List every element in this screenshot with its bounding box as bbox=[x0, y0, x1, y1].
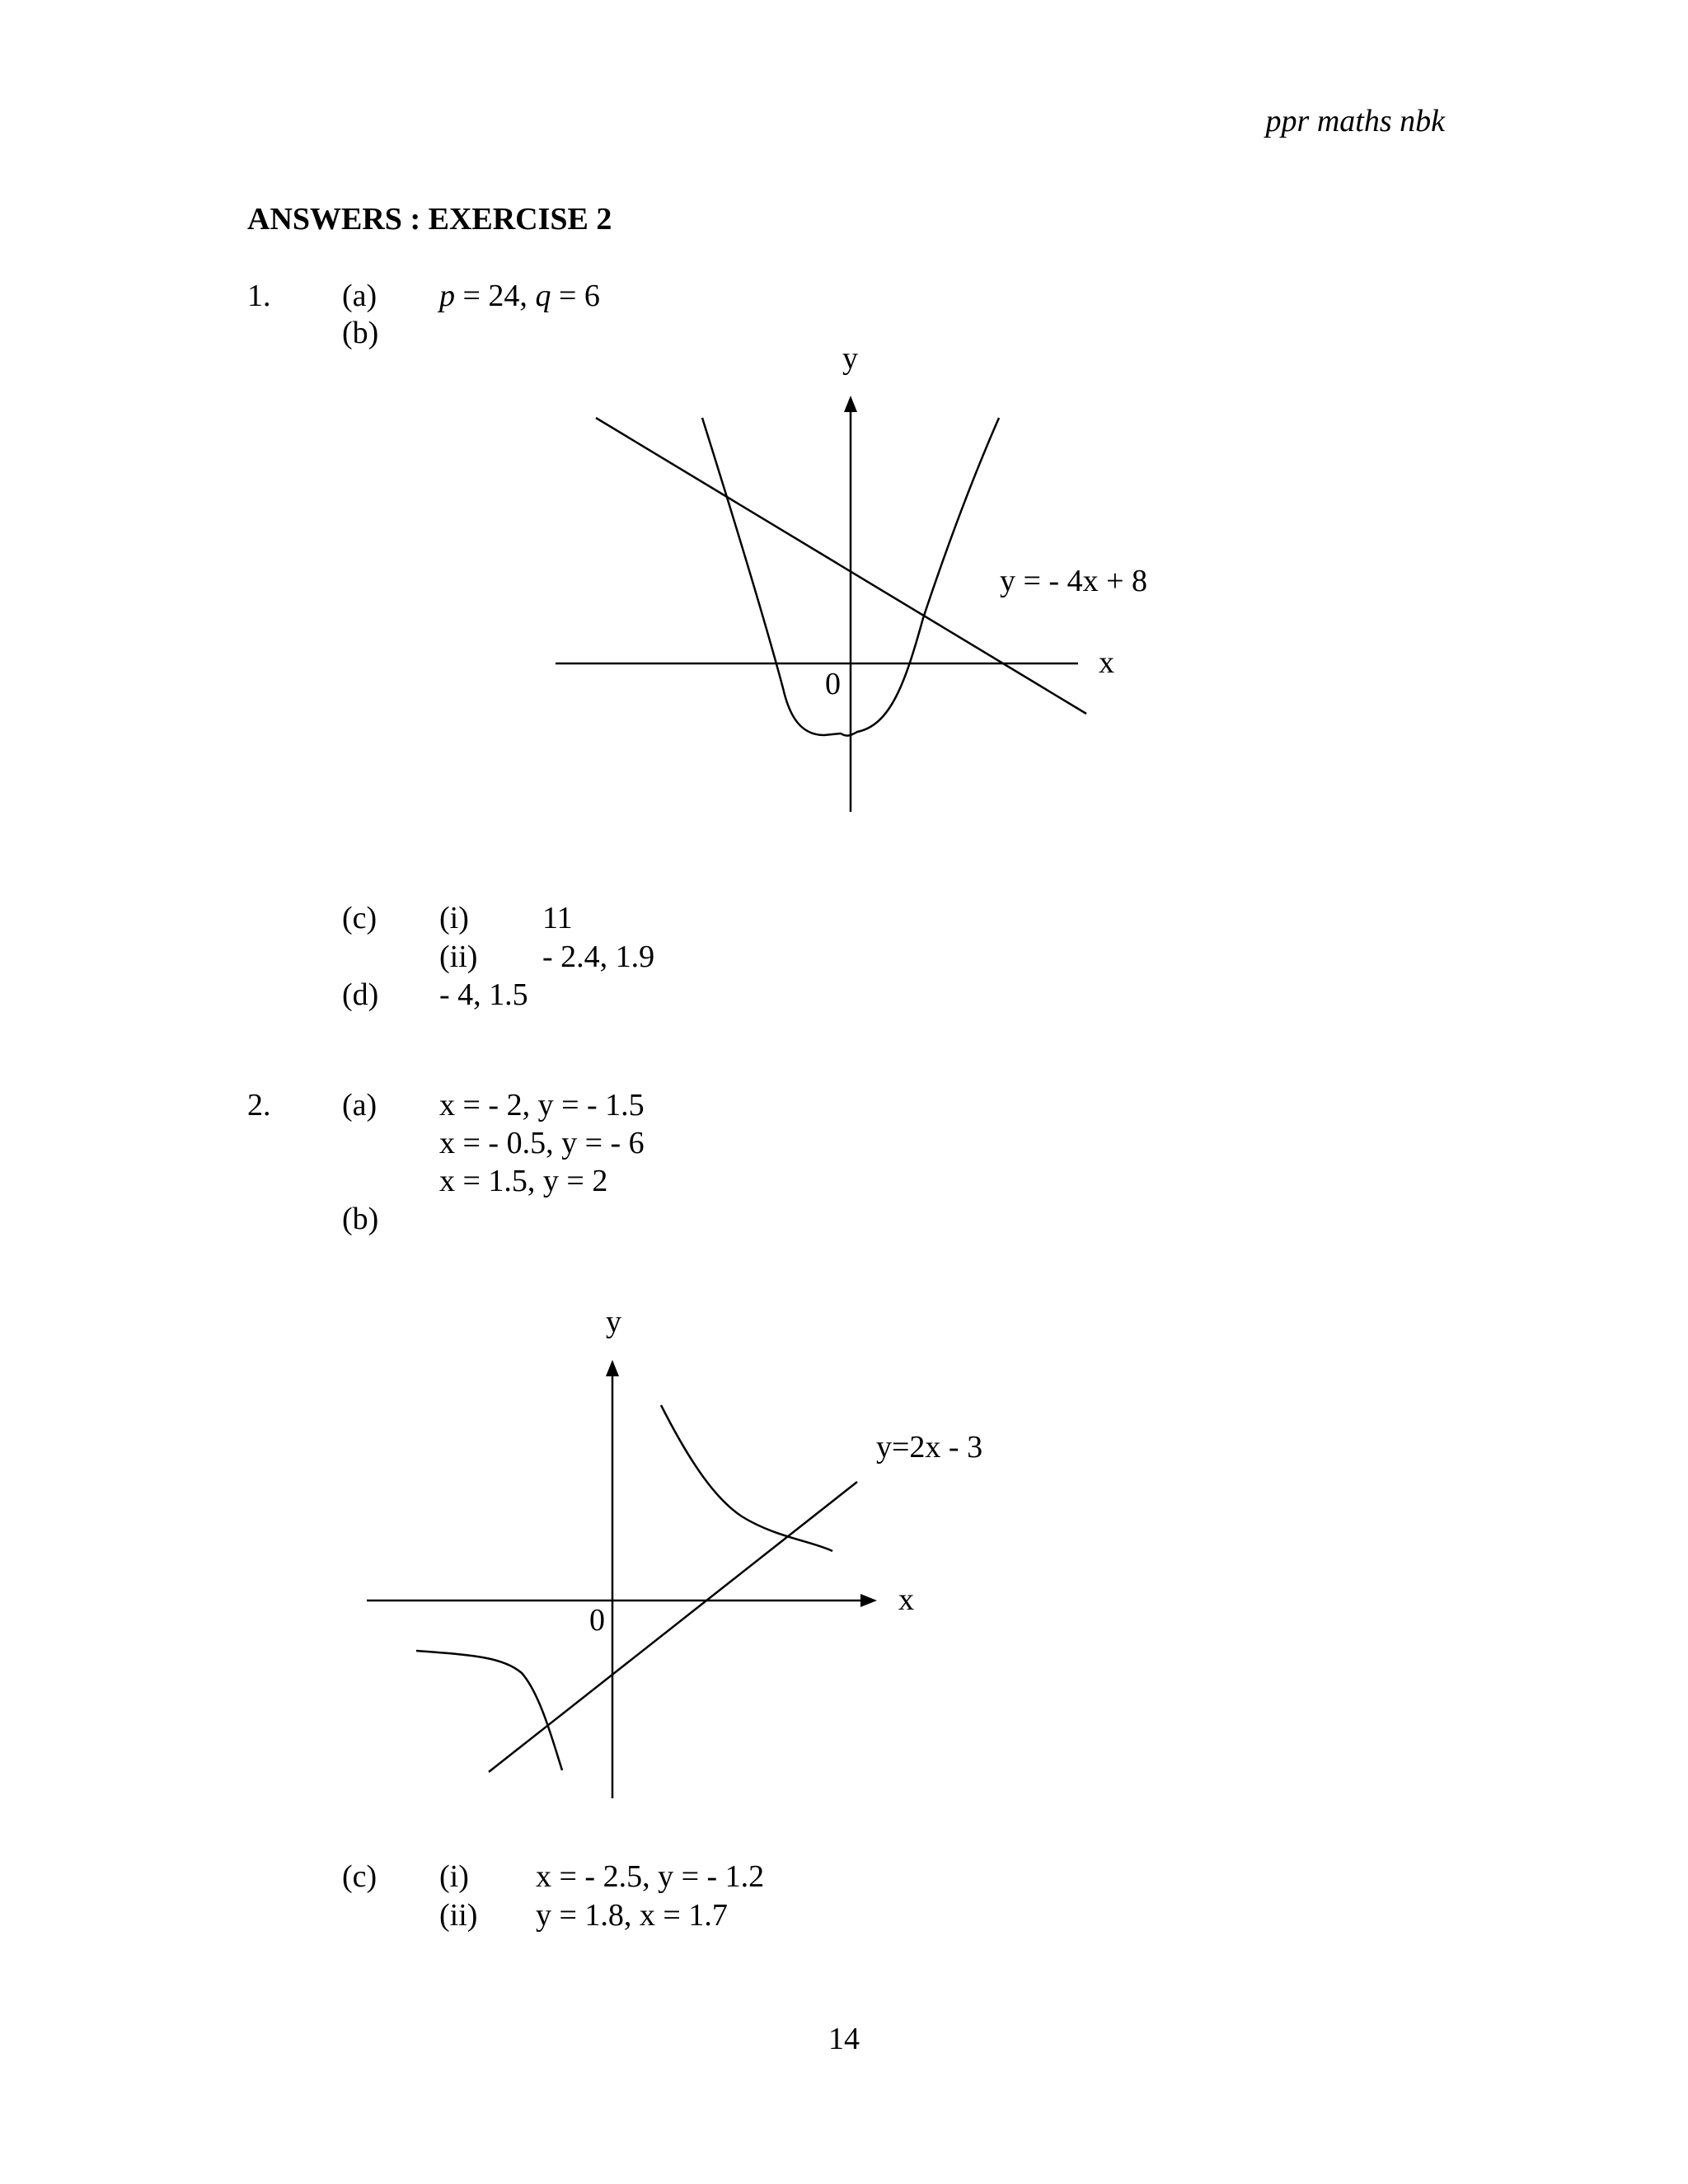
q2-y-axis-label: y bbox=[606, 1305, 621, 1339]
question-2-number: 2. bbox=[247, 1088, 271, 1122]
q1-x-axis-label: x bbox=[1099, 645, 1114, 680]
q2-x-arrow-icon bbox=[860, 1594, 877, 1607]
q2-part-a-label: (a) bbox=[342, 1088, 377, 1122]
q2-c-i-answer: x = - 2.5, y = - 1.2 bbox=[536, 1859, 765, 1894]
q1-c-ii-label: (ii) bbox=[439, 940, 478, 974]
q1-y-axis-label: y bbox=[842, 341, 858, 376]
q2-a-answer-2: x = - 0.5, y = - 6 bbox=[439, 1126, 645, 1160]
q2-hyperbola-upper-branch bbox=[661, 1405, 832, 1551]
q1-part-b-label: (b) bbox=[342, 316, 379, 350]
q2-origin-label: 0 bbox=[589, 1603, 605, 1638]
q2-a-answer-1: x = - 2, y = - 1.5 bbox=[439, 1088, 645, 1122]
q1-part-c-label: (c) bbox=[342, 901, 377, 935]
page-number: 14 bbox=[828, 2022, 860, 2056]
q1-a-mid: = 24, bbox=[455, 279, 536, 313]
q1-a-p: p bbox=[439, 279, 455, 313]
q2-c-ii-answer: y = 1.8, x = 1.7 bbox=[536, 1898, 728, 1933]
q2-c-i-label: (i) bbox=[439, 1859, 469, 1894]
q1-part-a-label: (a) bbox=[342, 279, 377, 313]
question-1-number: 1. bbox=[247, 279, 271, 313]
q2-line-label: y=2x - 3 bbox=[876, 1430, 983, 1465]
q1-line-label: y = - 4x + 8 bbox=[1000, 564, 1148, 598]
q1-a-q: q bbox=[535, 279, 551, 313]
q2-part-b-label: (b) bbox=[342, 1202, 379, 1236]
q2-hyperbola-lower-branch bbox=[416, 1651, 562, 1770]
q1-c-ii-answer: - 2.4, 1.9 bbox=[542, 940, 655, 974]
q1-c-i-label: (i) bbox=[439, 901, 469, 935]
page-title: ANSWERS : EXERCISE 2 bbox=[247, 202, 612, 237]
q2-x-axis-label: x bbox=[898, 1582, 914, 1617]
q1-y-arrow-icon bbox=[844, 396, 857, 412]
q1-graph bbox=[556, 396, 1086, 812]
q1-d-answer: - 4, 1.5 bbox=[439, 977, 528, 1012]
q2-part-c-label: (c) bbox=[342, 1859, 377, 1894]
q2-graph bbox=[367, 1360, 877, 1798]
running-header: ppr maths nbk bbox=[1265, 104, 1445, 138]
q1-a-end: = 6 bbox=[551, 279, 600, 313]
q2-y-arrow-icon bbox=[606, 1360, 619, 1376]
q1-c-i-answer: 11 bbox=[542, 901, 573, 935]
q2-line-y-eq-2x-minus-3 bbox=[489, 1482, 857, 1772]
q2-c-ii-label: (ii) bbox=[439, 1898, 478, 1933]
q1-part-d-label: (d) bbox=[342, 977, 379, 1012]
q2-a-answer-3: x = 1.5, y = 2 bbox=[439, 1164, 608, 1198]
q1-origin-label: 0 bbox=[825, 667, 841, 701]
